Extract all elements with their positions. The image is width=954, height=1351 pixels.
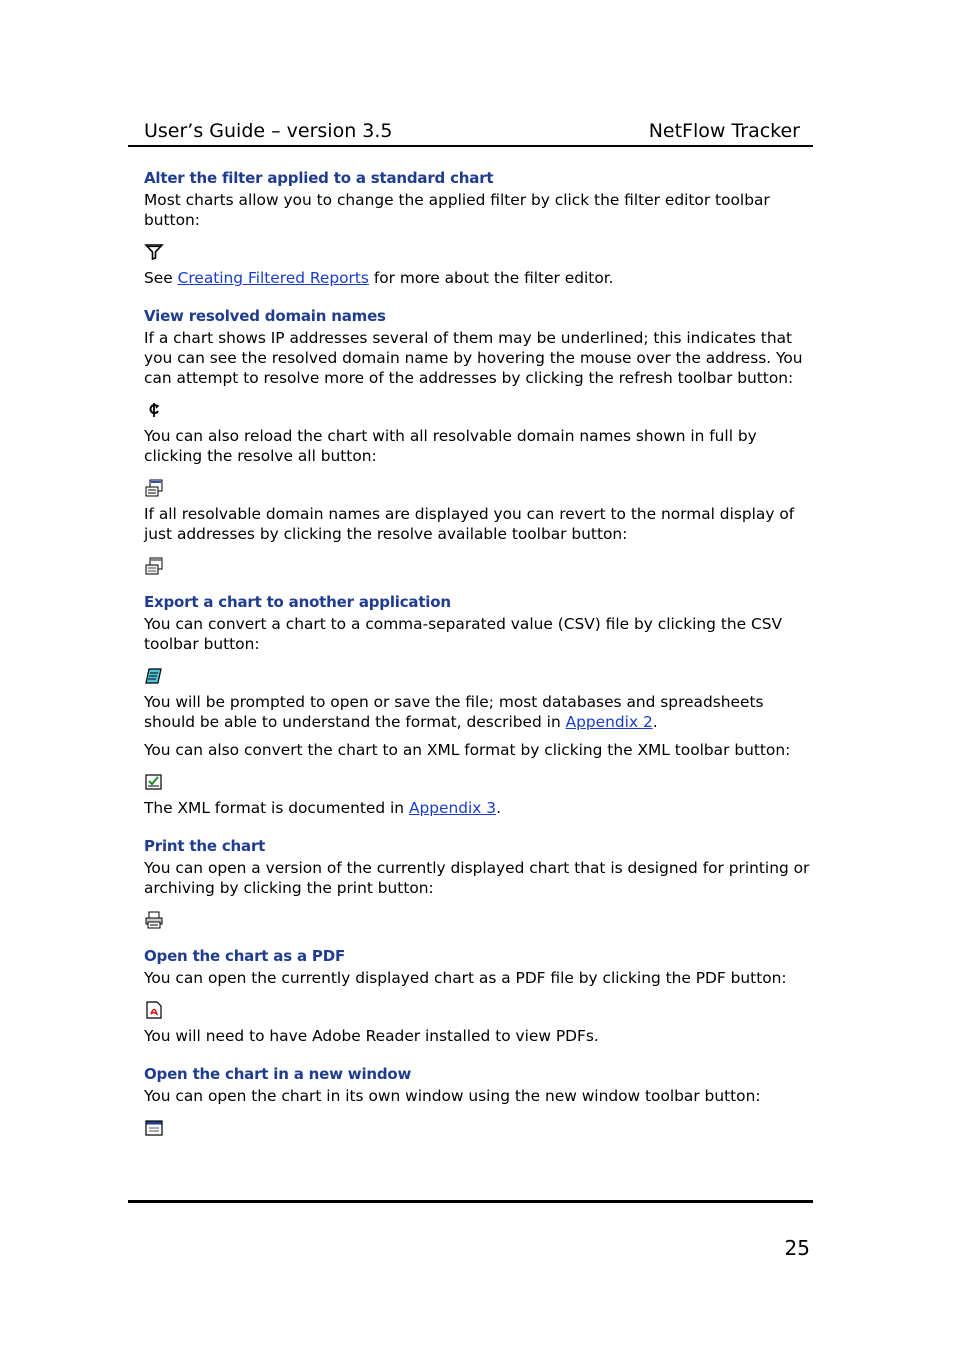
new-window-icon[interactable] — [144, 1118, 164, 1138]
section-heading-resolved-domains: View resolved domain names — [144, 307, 386, 325]
paragraph — [144, 798, 810, 818]
paragraph: You can also reload the chart with all resolvable domain names shown in full by clicking the resolve all button: — [144, 427, 757, 465]
footer-rule — [128, 1200, 813, 1203]
text: for more about the filter editor. — [368, 269, 614, 287]
paragraph — [144, 268, 810, 288]
header-title: User’s Guide – version 3.5 — [144, 120, 393, 142]
paragraph — [144, 692, 810, 732]
paragraph: You can also convert the chart to an XML format by clicking the XML toolbar button: — [144, 741, 791, 759]
paragraph: You can open the chart in its own window using the new window toolbar button: — [144, 1087, 761, 1105]
resolve-available-icon[interactable] — [144, 556, 164, 576]
pdf-icon[interactable] — [144, 1000, 164, 1020]
text: See — [144, 269, 178, 287]
section-heading-pdf: Open the chart as a PDF — [144, 947, 345, 965]
xml-icon[interactable] — [144, 772, 164, 792]
text: . — [496, 799, 501, 817]
section-heading-print: Print the chart — [144, 837, 266, 855]
resolve-all-icon[interactable] — [144, 478, 164, 498]
print-icon[interactable] — [144, 910, 164, 930]
header-product: NetFlow Tracker — [648, 120, 800, 142]
page-number: 25 — [784, 1236, 810, 1260]
paragraph: Most charts allow you to change the applied filter by click the filter editor toolbar button: — [144, 191, 770, 229]
header-rule — [128, 145, 813, 147]
paragraph: You can open a version of the currently displayed chart that is designed for printing or archiving by clicking the print button: — [144, 859, 810, 897]
text: . — [652, 713, 658, 731]
paragraph: If all resolvable domain names are displayed you can revert to the normal display of just addresses by clicking the resolve available toolbar button: — [144, 505, 795, 543]
page-content — [144, 168, 810, 1144]
section-heading-new-window: Open the chart in a new window — [144, 1065, 412, 1083]
filter-icon[interactable] — [144, 242, 164, 262]
paragraph: You will need to have Adobe Reader installed to view PDFs. — [144, 1027, 599, 1045]
paragraph: You can convert a chart to a comma-separated value (CSV) file by clicking the CSV toolbar button: — [144, 615, 783, 653]
paragraph: If a chart shows IP addresses several of them may be underlined; this indicates that you can see the resolved domain name by hovering the mouse over the address. You can attempt to resolve more of the addresses by clicking the refresh toolbar button: — [144, 329, 803, 387]
page-header — [144, 119, 800, 143]
text: The XML format is documented in — [144, 799, 409, 817]
appendix-3-link[interactable]: Appendix 3 — [408, 799, 497, 817]
csv-icon[interactable] — [144, 666, 164, 686]
creating-filtered-reports-link[interactable]: Creating Filtered Reports — [177, 269, 369, 287]
appendix-2-link[interactable]: Appendix 2 — [565, 713, 653, 731]
text: You will be prompted to open or save the file; most databases and spreadsheets should be able to understand the format, described in — [144, 693, 764, 731]
paragraph: You can open the currently displayed chart as a PDF file by clicking the PDF button: — [144, 969, 787, 987]
section-heading-alter-filter: Alter the filter applied to a standard chart — [144, 169, 494, 187]
section-heading-export: Export a chart to another application — [144, 593, 451, 611]
refresh-icon[interactable] — [144, 400, 164, 420]
